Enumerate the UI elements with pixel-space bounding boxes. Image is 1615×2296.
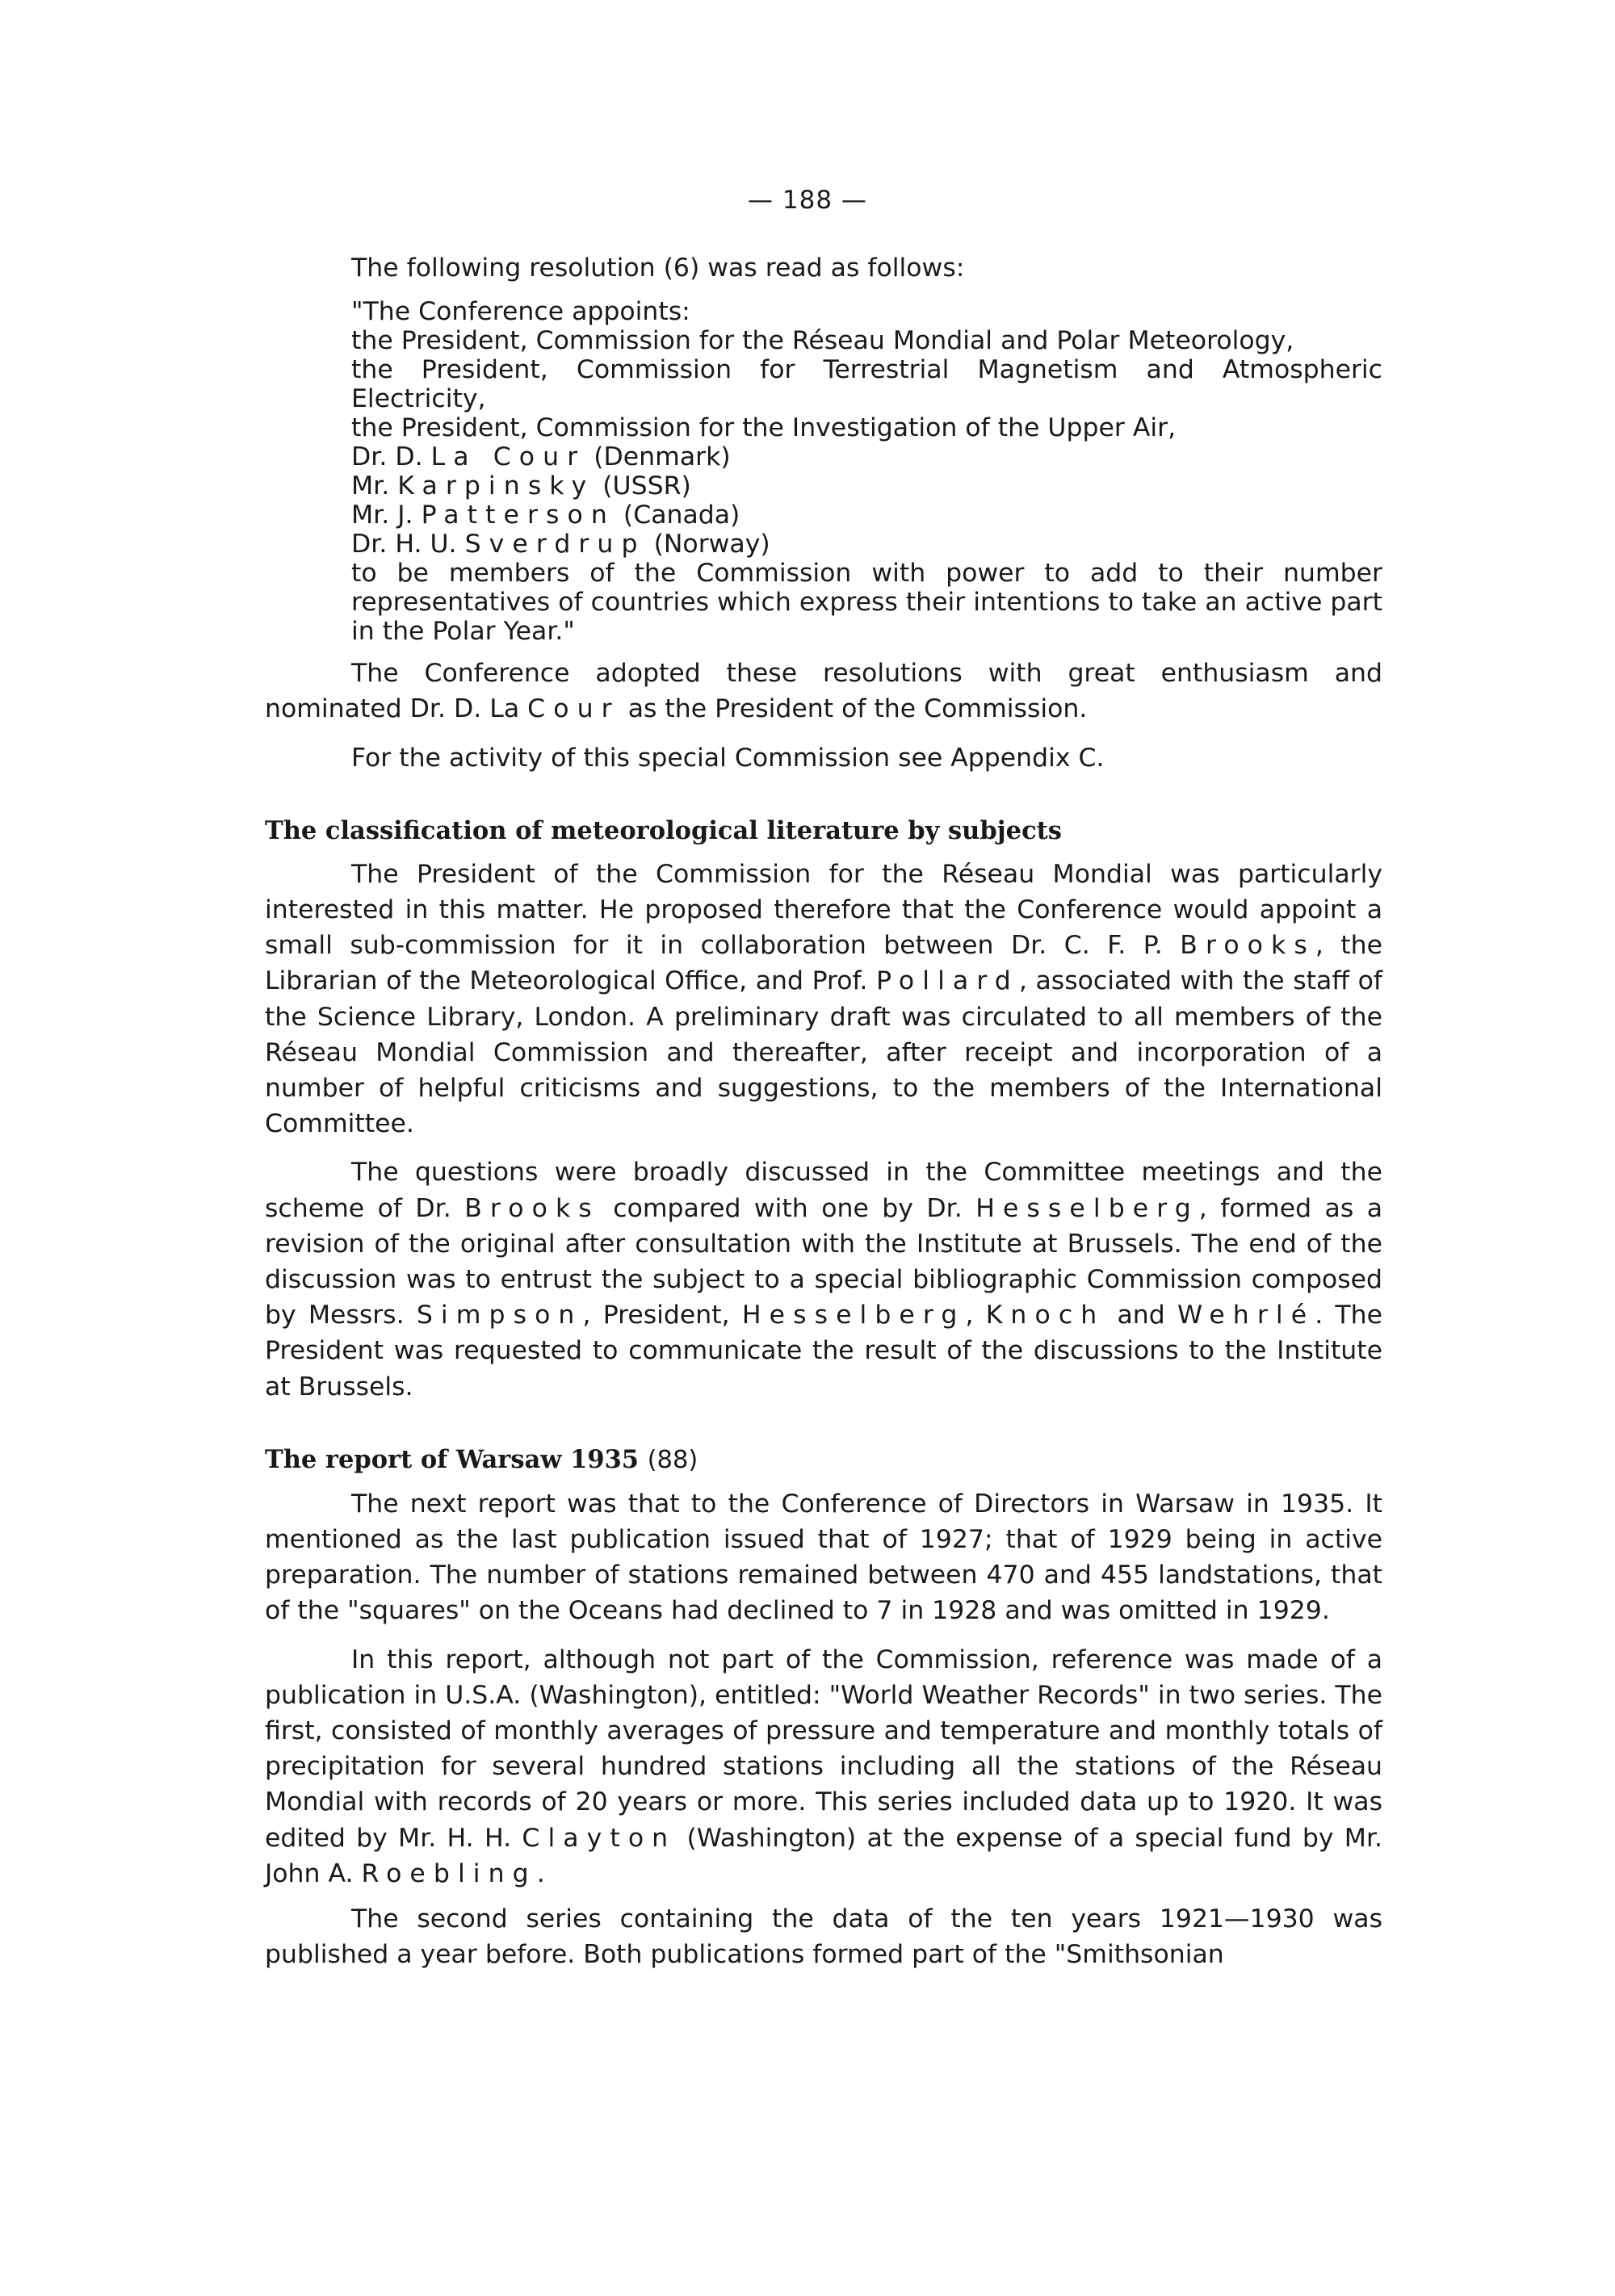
body-paragraph: The President of the Commission for the Réseau Mondial was particularly interested in this matter. He proposed therefore that the Conference would appoint a small sub-commission for it in collaboration between Dr. C. F. P. Brooks, the Librarian of the Meteorological Office, and Prof. Pollard, associated with the staff of the Science Library, London. A preliminary draft was circulated to all members of the Réseau Mondial Commission and thereafter, after receipt and incorporation of a number of helpful criticisms and suggestions, to the members of the International Committee.	[265, 859, 1383, 1139]
member-name: La Cour	[430, 442, 586, 472]
adoption-paragraph: The Conference adopted these resolutions with great enthusiasm and nominated Dr. D. La Cour as the President of the Commission.	[265, 659, 1382, 724]
member-title: Mr. J.	[351, 501, 413, 530]
resolution-member	[351, 530, 1382, 559]
member-country: (USSR)	[602, 471, 691, 501]
member-country: (Denmark)	[594, 442, 731, 472]
resolution-closing: to be members of the Commission with power to add to their number representatives of countries which express their intentions to take an active part in the Polar Year."	[351, 559, 1382, 647]
person-name: Simpson	[416, 1301, 583, 1330]
member-country: (Norway)	[653, 530, 770, 559]
person-name: Clayton	[522, 1823, 677, 1853]
resolution-line: the President, Commission for the Réseau Mondial and Polar Meteorology,	[351, 326, 1294, 356]
body-paragraph: The next report was that to the Conference of Directors in Warsaw in 1935. It mentioned as the last publication issued that of 1927; that of 1929 being in active preparation. The number of stations remained between 470 and 455 landstations, that of the "squares" on the Oceans had declined to 7 in 1928 and was omitted in 1929.	[265, 1489, 1382, 1626]
member-country: (Canada)	[623, 501, 740, 530]
person-name: Knoch	[985, 1301, 1105, 1330]
member-name: Sverdrup	[464, 530, 646, 559]
body-paragraph: The second series containing the data of the ten years 1921—1930 was published a year before. Both publications formed part of the "Smithsonian	[265, 1904, 1382, 1970]
resolution-block	[351, 297, 1382, 646]
person-name: Pollard	[875, 966, 1019, 996]
resolution-member	[351, 501, 1382, 530]
member-title: Dr. D.	[351, 442, 423, 472]
section-heading: The report of Warsaw 1935 (88)	[265, 1444, 698, 1474]
member-title: Dr. H. U.	[351, 530, 457, 559]
resolution-member	[351, 442, 1382, 471]
body-paragraph: In this report, although not part of the Commission, reference was made of a publication in U.S.A. (Washington), entitled: "World Weather Records" in two series. The first, consisted of monthly averages of pressure and temperature and monthly totals of precipitation for several hundred stations including all the stations of the Réseau Mondial with records of 20 years or more. This series included data up to 1920. It was edited by Mr. H. H. Clayton (Washington) at the expense of a special fund by Mr. John A. Roebling.	[265, 1644, 1383, 1888]
person-name: Wehrlé	[1177, 1301, 1315, 1330]
appendix-note: For the activity of this special Commission see Appendix C.	[351, 743, 1105, 773]
resolution-opening: "The Conference appoints:	[351, 297, 690, 327]
member-name: Patterson	[421, 501, 615, 530]
page-body	[265, 250, 1382, 1973]
person-name: Brooks	[464, 1193, 600, 1223]
body-paragraph: The questions were broadly discussed in the Committee meetings and the scheme of Dr. Brooks compared with one by Dr. Hesselberg, formed as a revision of the original after consultation with the Institute at Brussels. The end of the discussion was to entrust the subject to a special bibliographic Commission composed by Messrs. Simpson, President, Hesselberg, Knoch and Wehrlé. The President was requested to communicate the result of the discussions to the Institute at Brussels.	[265, 1158, 1383, 1401]
person-name: Hesselberg	[975, 1193, 1199, 1223]
person-name: Brooks	[1180, 931, 1315, 961]
resolution-line: the President, Commission for Terrestrial Magnetism and Atmospheric Electricity,	[351, 355, 1382, 414]
person-name: Cour	[527, 694, 620, 724]
page-number: — 188 —	[748, 186, 867, 215]
resolution-member	[351, 471, 1382, 501]
member-title: Mr.	[351, 471, 390, 501]
resolution-intro: The following resolution (6) was read as follows:	[351, 253, 965, 283]
reference-number: (88)	[647, 1445, 698, 1474]
person-name: Roebling	[361, 1858, 537, 1888]
person-name: Hesselberg	[741, 1301, 966, 1330]
resolution-line: the President, Commission for the Investigation of the Upper Air,	[351, 413, 1177, 443]
section-heading: The classification of meteorological literature by subjects	[265, 815, 1062, 845]
member-name: Karpinsky	[397, 471, 595, 501]
